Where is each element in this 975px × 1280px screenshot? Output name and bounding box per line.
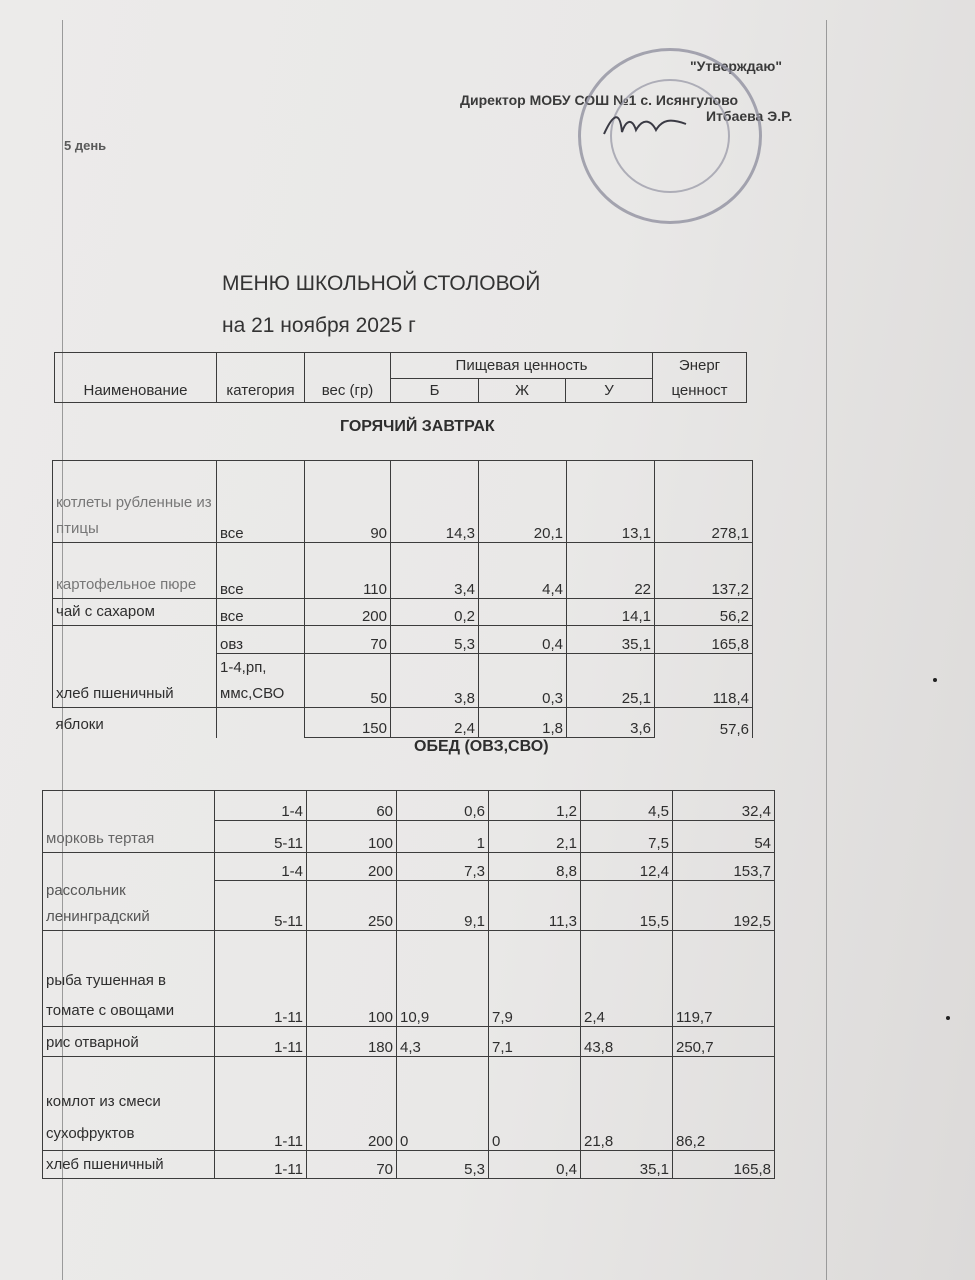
cell-zh: 11,3 bbox=[489, 881, 581, 931]
cell-zh: 0,3 bbox=[479, 654, 567, 708]
cell-name: рыба тушенная в томате с овощами bbox=[43, 931, 215, 1027]
table-row bbox=[53, 626, 753, 654]
cell-u: 43,8 bbox=[581, 1027, 673, 1057]
cell-zh: 0,4 bbox=[489, 1151, 581, 1179]
cell-b: 0,6 bbox=[397, 791, 489, 821]
table-row bbox=[43, 853, 775, 881]
breakfast-section-title: ГОРЯЧИЙ ЗАВТРАК bbox=[340, 418, 495, 435]
cell-zh: 7,9 bbox=[489, 931, 581, 1027]
cell-u: 35,1 bbox=[567, 626, 655, 654]
cell-weight: 200 bbox=[305, 599, 391, 626]
table-row bbox=[43, 931, 775, 1027]
table-row bbox=[53, 543, 753, 599]
table-row bbox=[43, 1027, 775, 1057]
cell-b: 3,8 bbox=[391, 654, 479, 708]
table-row bbox=[53, 708, 753, 738]
cell-name: рассольник ленинградский bbox=[43, 853, 215, 931]
cell-energy: 250,7 bbox=[673, 1027, 775, 1057]
cell-energy: 54 bbox=[673, 821, 775, 853]
cell-weight: 110 bbox=[305, 543, 391, 599]
cell-weight: 200 bbox=[307, 1057, 397, 1151]
header-name: Наименование bbox=[55, 353, 217, 403]
cell-category: все bbox=[217, 461, 305, 543]
header-energy-1: Энерг bbox=[653, 353, 747, 379]
cell-b: 0,2 bbox=[391, 599, 479, 626]
cell-u: 12,4 bbox=[581, 853, 673, 881]
approval-name: Итбаева Э.Р. bbox=[706, 108, 793, 124]
cell-energy: 192,5 bbox=[673, 881, 775, 931]
speck bbox=[946, 1016, 950, 1020]
cell-zh: 7,1 bbox=[489, 1027, 581, 1057]
header-table bbox=[54, 352, 747, 403]
cell-zh: 0 bbox=[489, 1057, 581, 1151]
cell-weight: 50 bbox=[305, 654, 391, 708]
cell-zh: 20,1 bbox=[479, 461, 567, 543]
table-row bbox=[43, 1057, 775, 1151]
cell-u: 21,8 bbox=[581, 1057, 673, 1151]
cell-energy: 118,4 bbox=[655, 654, 753, 708]
table-row bbox=[53, 461, 753, 543]
cell-category: все bbox=[217, 543, 305, 599]
cell-name: яблоки bbox=[53, 708, 217, 738]
cell-zh: 1,8 bbox=[479, 708, 567, 738]
cell-b: 14,3 bbox=[391, 461, 479, 543]
cell-energy: 165,8 bbox=[655, 626, 753, 654]
cell-weight: 250 bbox=[307, 881, 397, 931]
cell-energy: 57,6 bbox=[655, 708, 753, 738]
cell-category: 1-4,рп, ммс,СВО bbox=[217, 654, 305, 708]
cell-b: 9,1 bbox=[397, 881, 489, 931]
cell-weight: 70 bbox=[305, 626, 391, 654]
cell-zh: 2,1 bbox=[489, 821, 581, 853]
cell-u: 4,5 bbox=[581, 791, 673, 821]
menu-date: на 21 ноября 2025 г bbox=[222, 314, 416, 337]
cell-zh: 1,2 bbox=[489, 791, 581, 821]
cell-category: 1-11 bbox=[215, 1027, 307, 1057]
speck bbox=[933, 678, 937, 682]
cell-b: 1 bbox=[397, 821, 489, 853]
cell-u: 3,6 bbox=[567, 708, 655, 738]
cell-u: 2,4 bbox=[581, 931, 673, 1027]
cell-u: 22 bbox=[567, 543, 655, 599]
approval-director: Директор МОБУ СОШ №1 с. Исянгулово bbox=[460, 92, 739, 108]
day-label: 5 день bbox=[64, 138, 107, 153]
cell-category: 1-11 bbox=[215, 931, 307, 1027]
cell-category bbox=[217, 708, 305, 738]
cell-energy: 165,8 bbox=[673, 1151, 775, 1179]
cell-category: 5-11 bbox=[215, 821, 307, 853]
cell-weight: 180 bbox=[307, 1027, 397, 1057]
cell-name: котлеты рубленные из птицы bbox=[53, 461, 217, 543]
lunch-section-title: ОБЕД (ОВЗ,СВО) bbox=[414, 738, 549, 755]
cell-category: 1-11 bbox=[215, 1057, 307, 1151]
cell-weight: 70 bbox=[307, 1151, 397, 1179]
cell-category: овз bbox=[217, 626, 305, 654]
cell-b: 0 bbox=[397, 1057, 489, 1151]
cell-name: хлеб пшеничный bbox=[43, 1151, 215, 1179]
cell-weight: 100 bbox=[307, 821, 397, 853]
cell-u: 7,5 bbox=[581, 821, 673, 853]
table-row bbox=[43, 1151, 775, 1179]
director-signature bbox=[600, 106, 690, 142]
cell-zh: 8,8 bbox=[489, 853, 581, 881]
cell-u: 14,1 bbox=[567, 599, 655, 626]
cell-b: 2,4 bbox=[391, 708, 479, 738]
cell-weight: 150 bbox=[305, 708, 391, 738]
cell-u: 25,1 bbox=[567, 654, 655, 708]
cell-b: 5,3 bbox=[391, 626, 479, 654]
table-row bbox=[53, 599, 753, 626]
cell-weight: 200 bbox=[307, 853, 397, 881]
cell-energy: 137,2 bbox=[655, 543, 753, 599]
cell-energy: 32,4 bbox=[673, 791, 775, 821]
header-energy-2: ценност bbox=[653, 379, 747, 403]
cell-name: хлеб пшеничный bbox=[53, 626, 217, 708]
header-category: категория bbox=[217, 353, 305, 403]
cell-weight: 60 bbox=[307, 791, 397, 821]
table-row bbox=[43, 791, 775, 821]
cell-name: чай с сахаром bbox=[53, 599, 217, 626]
cell-b: 3,4 bbox=[391, 543, 479, 599]
cell-b: 4,3 bbox=[397, 1027, 489, 1057]
cell-zh: 0,4 bbox=[479, 626, 567, 654]
cell-category: 1-4 bbox=[215, 853, 307, 881]
cell-energy: 153,7 bbox=[673, 853, 775, 881]
header-zh: Ж bbox=[479, 379, 566, 403]
cell-category: 1-11 bbox=[215, 1151, 307, 1179]
approval-heading: "Утверждаю" bbox=[690, 58, 782, 74]
cell-energy: 119,7 bbox=[673, 931, 775, 1027]
cell-b: 10,9 bbox=[397, 931, 489, 1027]
header-u: У bbox=[566, 379, 653, 403]
breakfast-table bbox=[52, 460, 753, 738]
menu-title: МЕНЮ ШКОЛЬНОЙ СТОЛОВОЙ bbox=[222, 272, 541, 295]
cell-category: 1-4 bbox=[215, 791, 307, 821]
header-nutrition: Пищевая ценность bbox=[391, 353, 653, 379]
cell-weight: 100 bbox=[307, 931, 397, 1027]
cell-b: 5,3 bbox=[397, 1151, 489, 1179]
cell-name: картофельное пюре bbox=[53, 543, 217, 599]
cell-u: 35,1 bbox=[581, 1151, 673, 1179]
cell-weight: 90 bbox=[305, 461, 391, 543]
cell-name: рис отварной bbox=[43, 1027, 215, 1057]
cell-name: комлот из смеси сухофруктов bbox=[43, 1057, 215, 1151]
cell-u: 15,5 bbox=[581, 881, 673, 931]
header-b: Б bbox=[391, 379, 479, 403]
cell-zh bbox=[479, 599, 567, 626]
cell-zh: 4,4 bbox=[479, 543, 567, 599]
lunch-table bbox=[42, 790, 775, 1179]
cell-category: все bbox=[217, 599, 305, 626]
cell-energy: 56,2 bbox=[655, 599, 753, 626]
paper-right-edge bbox=[826, 20, 827, 1280]
cell-category: 5-11 bbox=[215, 881, 307, 931]
cell-name: морковь тертая bbox=[43, 791, 215, 853]
cell-u: 13,1 bbox=[567, 461, 655, 543]
cell-energy: 278,1 bbox=[655, 461, 753, 543]
cell-b: 7,3 bbox=[397, 853, 489, 881]
cell-energy: 86,2 bbox=[673, 1057, 775, 1151]
header-weight: вес (гр) bbox=[305, 353, 391, 403]
